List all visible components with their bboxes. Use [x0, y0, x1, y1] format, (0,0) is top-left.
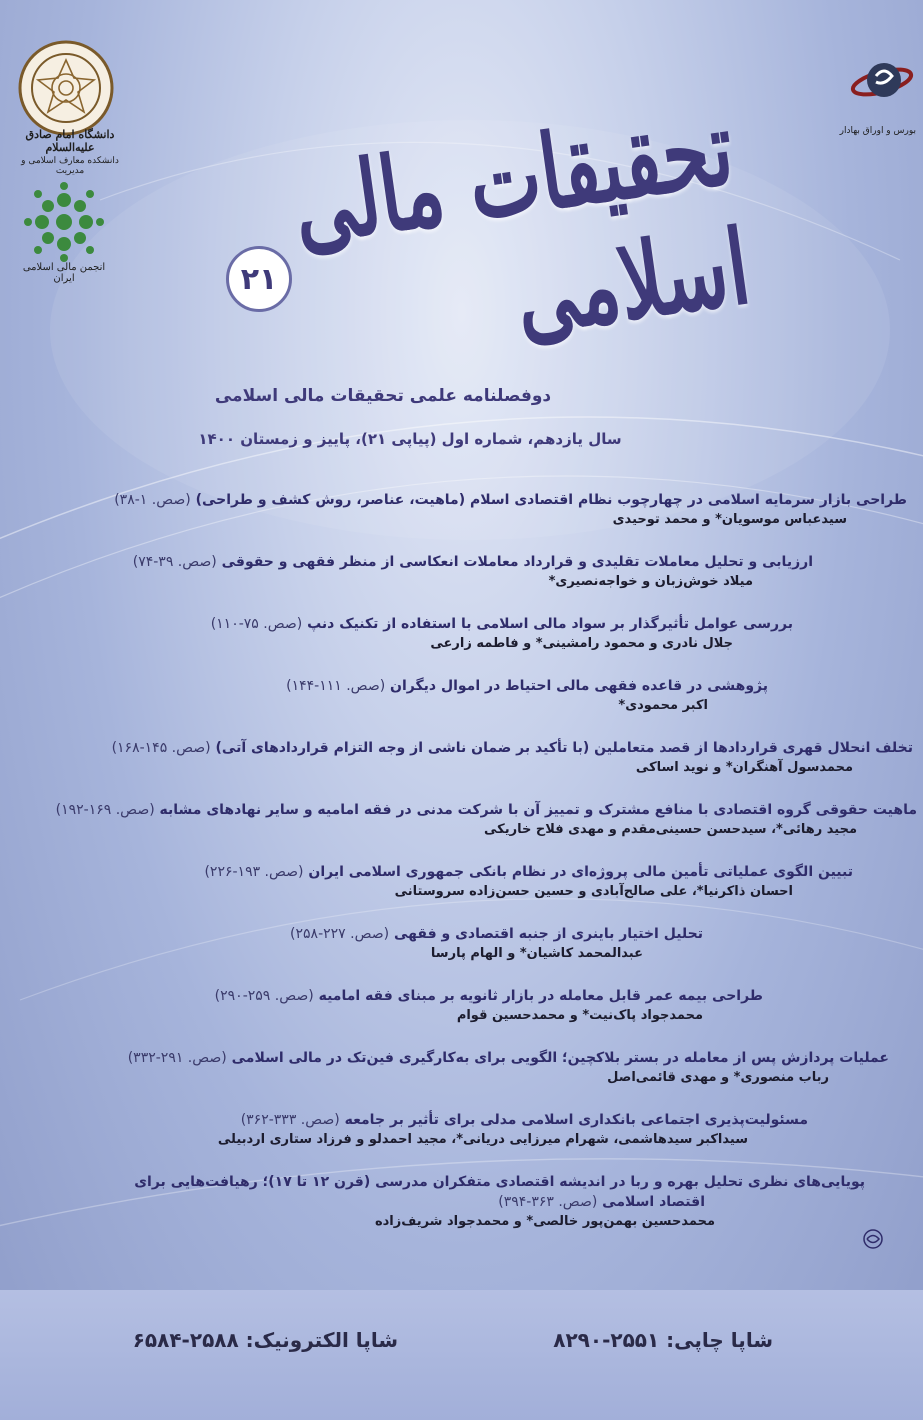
table-of-contents	[0, 490, 923, 1250]
article-title: پویایی‌های نظری تحلیل بهره و ربا در اندیشه اقتصادی متفکران مدرسی (قرن ۱۲ تا ۱۷)؛ رهیافت‌هایی برای	[134, 1174, 865, 1190]
article-authors: اکبر محمودی*	[618, 698, 708, 713]
article-authors: محمدسول آهنگران* و نوید اساکی	[635, 760, 853, 775]
article-pages: (صص. ۳۳۳-۳۶۲)	[240, 1112, 340, 1128]
article-item	[211, 614, 793, 653]
article-authors: سیداکبر سیدهاشمی، شهرام میرزایی دریانی*، مجید احمدلو و فرزاد ستاری اردبیلی	[217, 1132, 748, 1147]
article-item	[133, 552, 813, 591]
university-emblem-icon	[18, 40, 114, 136]
article-authors: محمدجواد پاک‌نیت* و محمدحسین قوام	[456, 1008, 703, 1023]
article-item	[286, 676, 768, 715]
university-faculty: دانشکده معارف اسلامی و مدیریت	[21, 156, 119, 176]
article-title: ارزیابی و تحلیل معاملات تقلیدی و قرارداد معاملات انعکاسی از منظر فقهی و حقوقی (صص. ۳۹-۷۴)	[132, 554, 813, 570]
article-item	[215, 986, 763, 1025]
bourse-emblem-icon	[848, 52, 916, 110]
article-item	[290, 924, 703, 963]
article-authors: جلال نادری و محمود رامشینی* و فاطمه زارعی	[430, 636, 733, 651]
university-text	[10, 128, 130, 176]
article-authors: محمدحسین بهمن‌پور خالصی* و محمدجواد شریف‌زاده	[374, 1214, 715, 1229]
article-title: پژوهشی در قاعده فقهی مالی احتیاط در اموال دیگران (صص. ۱۱۱-۱۴۴)	[286, 678, 768, 694]
ornament-icon	[862, 1228, 884, 1250]
article-title: بررسی عوامل تأثیرگذار بر سواد مالی اسلامی با استفاده از تکنیک دنپ (صص. ۷۵-۱۱۰)	[210, 616, 793, 632]
bourse-name: بورس و اوراق بهادار	[839, 126, 916, 136]
journal-title-text: تحقیقات مالی اسلامی	[285, 87, 757, 358]
article-pages: (صص. ۷۵-۱۱۰)	[210, 616, 303, 632]
article-title: عملیات پردازش پس از معامله در بستر بلاکچین؛ الگویی برای به‌کارگیری فین‌تک در مالی اسلامی (صص. ۲۹۱-۳۳۲)	[127, 1050, 889, 1066]
article-pages: (صص. ۱۶۹-۱۹۲)	[55, 802, 155, 818]
issn-print: شاپا چاپی: ۲۵۵۱-۸۲۹۰	[553, 1328, 773, 1352]
article-pages: (صص. ۲۵۹-۲۹۰)	[214, 988, 314, 1004]
article-pages: (صص. ۳۶۳-۳۹۴)	[498, 1194, 598, 1210]
association-emblem-icon	[22, 180, 106, 264]
issue-number-badge: ۲۱	[226, 246, 292, 312]
journal-title	[285, 87, 757, 358]
article-title: ماهیت حقوقی گروه اقتصادی با منافع مشترک و تمییز آن با شرکت مدنی در فقه امامیه و سایر نهادهای مشابه (صص. ۱۶۹-۱۹۲)	[55, 802, 917, 818]
article-pages: (صص. ۱۴۵-۱۶۸)	[111, 740, 211, 756]
article-pages: (صص. ۲۹۱-۳۳۲)	[127, 1050, 227, 1066]
footer-band	[0, 1290, 923, 1420]
article-title: مسئولیت‌پذیری اجتماعی بانکداری اسلامی مدلی برای تأثیر بر جامعه (صص. ۳۳۳-۳۶۲)	[240, 1112, 808, 1128]
article-title: تخلف انحلال قهری قراردادها از قصد متعاملین (با تأکید بر ضمان ناشی از وجه التزام قراردادهای آتی) (صص. ۱۴۵-۱۶۸)	[111, 740, 913, 756]
university-name: دانشگاه امام صادق علیه‌السلام	[25, 128, 115, 154]
article-item	[56, 800, 917, 839]
article-item	[128, 1048, 889, 1087]
article-pages: (صص. ۲۲۷-۲۵۸)	[290, 926, 390, 942]
article-authors: مجید رهائی*، سیدحسن حسینی‌مقدم و مهدی فلاح خاریکی	[484, 822, 857, 837]
article-authors: سیدعباس موسویان* و محمد توحیدی	[612, 512, 847, 527]
article-authors: میلاد خوش‌زبان و خواجه‌نصیری*	[548, 574, 753, 589]
article-pages: (صص. ۳۹-۷۴)	[132, 554, 217, 570]
article-item	[134, 1172, 865, 1231]
article-title: تبیین الگوی عملیاتی تأمین مالی پروژه‌ای در نظام بانکی جمهوری اسلامی ایران (صص. ۱۹۳-۲۲۶)	[204, 864, 853, 880]
article-title-line2: اقتصاد اسلامی (صص. ۳۶۳-۳۹۴)	[498, 1194, 705, 1210]
article-title: طراحی بازار سرمایه اسلامی در چهارچوب نظام اقتصادی اسلام (ماهیت، عناصر، روش کشف و طراحی) (صص. ۱-۳۸)	[114, 492, 907, 508]
article-title: طراحی بیمه عمر قابل معامله در بازار ثانویه بر مبنای فقه امامیه (صص. ۲۵۹-۲۹۰)	[214, 988, 763, 1004]
issn-online: شاپا الکترونیک: ۲۵۸۸-۶۵۸۴	[132, 1328, 398, 1352]
article-item	[218, 1110, 808, 1149]
article-item	[114, 490, 907, 529]
article-authors: رباب منصوری* و مهدی قائمی‌اصل	[607, 1070, 829, 1085]
article-title: تحلیل اختیار باینری از جنبه اقتصادی و فقهی (صص. ۲۲۷-۲۵۸)	[290, 926, 703, 942]
association-name: انجمن مالی اسلامی ایران	[22, 262, 106, 284]
article-pages: (صص. ۱۹۳-۲۲۶)	[204, 864, 304, 880]
issue-info: سال یازدهم، شماره اول (پیاپی ۲۱)، پاییز و زمستان ۱۴۰۰	[198, 430, 622, 448]
article-pages: (صص. ۱-۳۸)	[114, 492, 191, 508]
article-authors: عبدالمحمد کاشیان* و الهام پارسا	[430, 946, 643, 961]
article-pages: (صص. ۱۱۱-۱۴۴)	[286, 678, 386, 694]
article-item	[204, 862, 853, 901]
article-item	[112, 738, 913, 777]
article-authors: احسان ذاکرنیا*، علی صالح‌آبادی و حسین حسن‌زاده سروستانی	[394, 884, 793, 899]
journal-subtitle: دوفصلنامه علمی تحقیقات مالی اسلامی	[214, 386, 552, 406]
